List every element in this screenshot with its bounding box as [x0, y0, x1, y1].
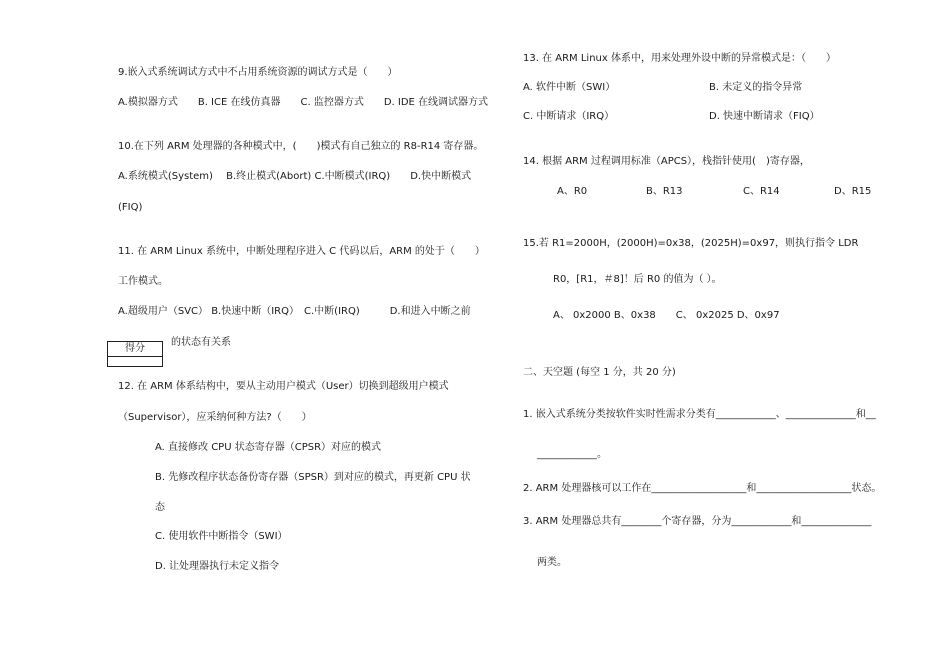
- q14-option-b: B、R13: [646, 186, 683, 197]
- q10-stem: 10.在下列 ARM 处理器的各种模式中，( )模式有自己独立的 R8-R14 寄存器。: [118, 141, 484, 152]
- q15-stem: 15.若 R1=2000H，(2000H)=0x38，(2025H)=0x97，则执行指令 LDR: [523, 238, 859, 249]
- q13-option-d: D. 快速中断请求（FIQ）: [709, 111, 820, 122]
- q11-options-cont: 的状态有关系: [171, 337, 231, 348]
- score-box: [107, 341, 163, 367]
- q9-options: A.模拟器方式 B. ICE 在线仿真器 C. 监控器方式 D. IDE 在线调试器方式: [118, 97, 489, 108]
- q11-stem-cont: 工作模式。: [118, 276, 168, 287]
- q9-stem: 9.嵌入式系统调试方式中不占用系统资源的调试方式是（ ）: [118, 67, 398, 78]
- score-box-label: 得分: [125, 343, 145, 354]
- fill1-text-cont: ____________。: [537, 449, 607, 460]
- q13-option-b: B. 未定义的指令异常: [709, 82, 803, 93]
- fill2-text: 2. ARM 处理器核可以工作在___________________和___________________状态。: [523, 483, 882, 494]
- fill3-text: 3. ARM 处理器总共有________个寄存器，分为____________和______________: [523, 516, 872, 527]
- q12-stem-cont: （Supervisor），应采纳何种方法?（ ）: [118, 412, 312, 423]
- q11-stem: 11. 在 ARM Linux 系统中，中断处理程序进入 C 代码以后，ARM 的处于（ ）: [118, 246, 485, 257]
- q13-option-c: C. 中断请求（IRQ）: [523, 111, 615, 122]
- q14-option-c: C、R14: [743, 186, 780, 197]
- fill1-text: 1. 嵌入式系统分类按软件实时性需求分类有____________、______________和__: [523, 409, 876, 420]
- q13-option-a: A. 软件中断（SWI）: [523, 82, 616, 93]
- q11-options: A.超级用户（SVC） B.快速中断（IRQ） C.中断(IRQ) D.和进入中断之前: [118, 306, 471, 317]
- q13-stem: 13. 在 ARM Linux 体系中，用来处理外设中断的异常模式是：（ ）: [523, 53, 836, 64]
- fill3-text-cont: 两类。: [537, 557, 567, 568]
- q12-option-b-cont: 态: [155, 502, 165, 513]
- q12-option-c: C. 使用软件中断指令（SWI）: [155, 531, 288, 542]
- q14-option-a: A、R0: [557, 186, 588, 197]
- score-box-divider: [108, 356, 162, 357]
- q15-options: A、 0x2000 B、0x38 C、 0x2025 D、0x97: [553, 310, 780, 321]
- q15-stem-cont: R0，[R1，＃8]！后 R0 的值为（ ）。: [553, 274, 722, 285]
- q12-option-b: B. 先修改程序状态备份寄存器（SPSR）到对应的模式，再更新 CPU 状: [155, 472, 471, 483]
- q10-options: A.系统模式(System) B.终止模式(Abort) C.中断模式(IRQ) D.快中断模式: [118, 171, 472, 182]
- q12-stem: 12. 在 ARM 体系结构中，要从主动用户模式（User）切换到超级用户模式: [118, 381, 449, 392]
- q12-option-a: A. 直接修改 CPU 状态寄存器（CPSR）对应的模式: [155, 442, 382, 453]
- q10-options-cont: (FIQ): [118, 202, 143, 213]
- section2-title: 二、天空题 (每空 1 分，共 20 分): [523, 367, 676, 378]
- q12-option-d: D. 让处理器执行未定义指令: [155, 561, 280, 572]
- q14-option-d: D、R15: [834, 186, 872, 197]
- q14-stem: 14. 根据 ARM 过程调用标准（APCS），栈指针使用( )寄存器，: [523, 156, 810, 167]
